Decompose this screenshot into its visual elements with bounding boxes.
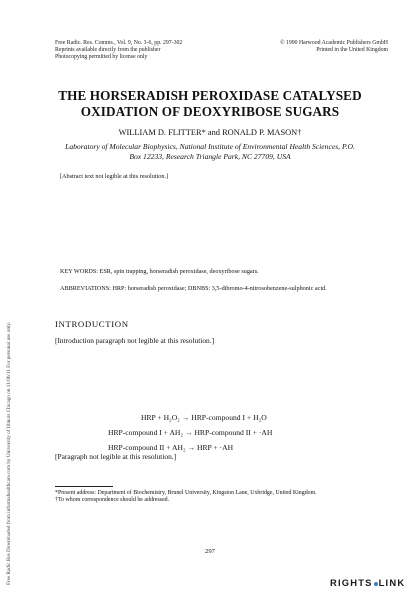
download-margin-note: Free Radic Res Downloaded from informahealthcare.com by University of Illinois Chicago on 11/06/11 For personal use only.	[6, 322, 12, 585]
abbreviations	[60, 285, 360, 292]
affiliation: Laboratory of Molecular Biophysics, National Institute of Environmental Health Sciences, P.O. Box 12233, Research Triangle Park, NC 27709, USA	[65, 142, 355, 161]
page-number: 297	[205, 548, 215, 555]
footnotes	[55, 490, 365, 504]
abbreviations-text: HRP: horseradish peroxidase; DBNBS: 3,5-dibromo-4-nitrosobenzene-sulphonic acid.	[112, 285, 327, 292]
rightslink-logo[interactable]	[330, 577, 414, 593]
equation-2: HRP-compound I + AH₂ → HRP-compound II + ·AH	[108, 428, 273, 437]
rightslink-wordmark	[330, 577, 414, 588]
link-dot-icon	[374, 582, 378, 586]
publisher-header	[268, 40, 388, 54]
copyright-line: © 1990 Harwood Academic Publishers GmbH	[280, 40, 388, 46]
equation-1: HRP + H₂O₂ → HRP-compound I + H₂O	[141, 413, 267, 422]
footnote-rule	[55, 486, 113, 487]
keywords	[60, 268, 360, 275]
wordmark-part-1: RIGHTS	[330, 577, 373, 588]
author-line: WILLIAM D. FLITTER* and RONALD P. MASON†	[118, 128, 302, 137]
article-title: THE HORSERADISH PEROXIDASE CATALYSED OXIDATION OF DEOXYRIBOSE SUGARS	[58, 88, 362, 119]
footnote-correspondence: †To whom correspondence should be addressed.	[55, 497, 170, 503]
reprints-line: Reprints available directly from the publisher	[55, 46, 161, 53]
citation-line: Free Radic. Res. Comms., Vol. 9, No. 3-6, pp. 297-302	[55, 40, 183, 46]
abstract: [Abstract text not legible at this resolution.]	[60, 173, 169, 180]
keywords-label: KEY WORDS:	[60, 268, 98, 275]
abbreviations-label: ABBREVIATIONS:	[60, 285, 111, 292]
keywords-text: ESR, spin trapping, horseradish peroxidase, deoxyribose sugars.	[99, 268, 259, 275]
intro-paragraph: [Introduction paragraph not legible at this resolution.]	[55, 336, 215, 345]
photocopying-line: Photocopying permitted by license only	[55, 53, 148, 60]
wordmark-part-2: LINK	[378, 577, 406, 588]
footnote-present-address: *Present address: Department of Biochemistry, Brunel University, Kingston Lane, Uxbridge, United Kingdom.	[55, 490, 317, 496]
section-heading-introduction: INTRODUCTION	[55, 319, 129, 329]
printed-in-line: Printed in the United Kingdom	[316, 46, 388, 53]
journal-citation-header	[55, 40, 205, 60]
equation-3: HRP-compound II + AH₂ → HRP + ·AH	[108, 443, 234, 452]
closing-paragraph: [Paragraph not legible at this resolution.]	[55, 452, 177, 461]
